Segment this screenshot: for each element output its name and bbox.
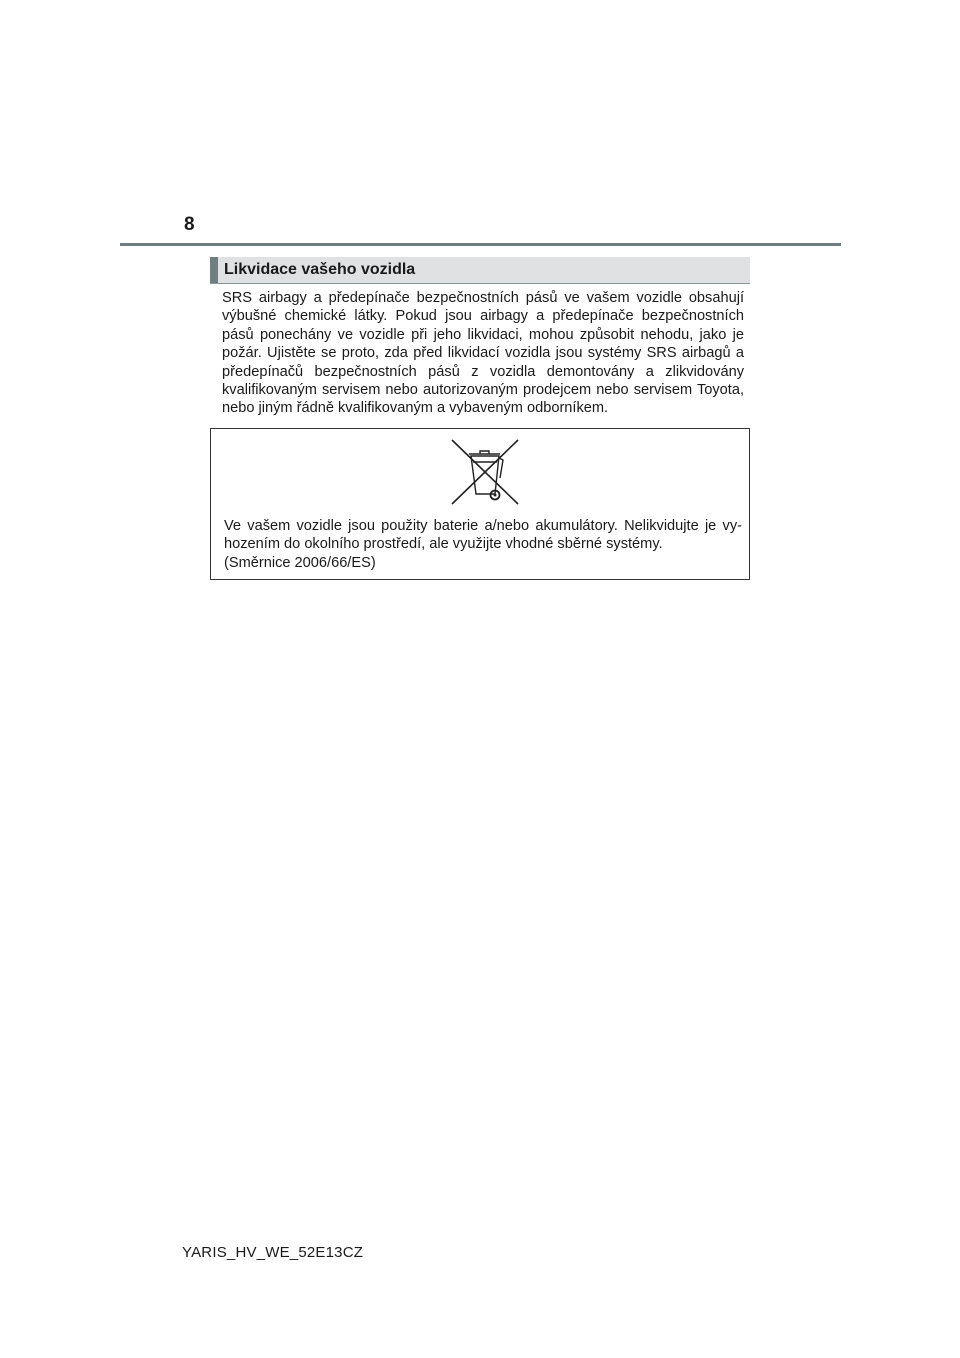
notice-line-3: (Směrnice 2006/66/ES) — [224, 554, 376, 571]
battery-disposal-notice — [210, 428, 750, 580]
notice-text — [224, 517, 742, 572]
section-heading: Likvidace vašeho vozidla — [210, 257, 750, 283]
header-rule — [120, 243, 841, 246]
page-number: 8 — [184, 214, 195, 235]
crossed-out-wheelie-bin-icon — [450, 438, 520, 506]
heading-underline — [210, 283, 750, 284]
document-code: YARIS_HV_WE_52E13CZ — [182, 1244, 364, 1261]
notice-line-1: Ve vašem vozidle jsou použity baterie a/nebo akumulátory. Nelikvidujte je vy- — [224, 518, 742, 534]
notice-line-2: hozením do okolního prostředí, ale využijte vhodné sběrné systémy. — [224, 536, 663, 553]
section-paragraph: SRS airbagy a předepínače bezpečnostních pásů ve vašem vozidle obsahují výbušné chemické látky. Pokud jsou airbagy a předepínače bezpečnostních pásů ponechány ve vozidle při jeho likvidaci, mohou způsobit nehodu, jako je požár. Ujistěte se proto, zda před likvidací vozidla jsou systémy SRS airbagů a předepínačů bezpečnostních pásů z vozidla demontovány a zlikvidovány kvalifikovaným servisem nebo autorizovaným prodejcem nebo servisem Toyota, nebo jiným řádně kvalifikovaným a vybaveným odborníkem. — [222, 290, 744, 417]
